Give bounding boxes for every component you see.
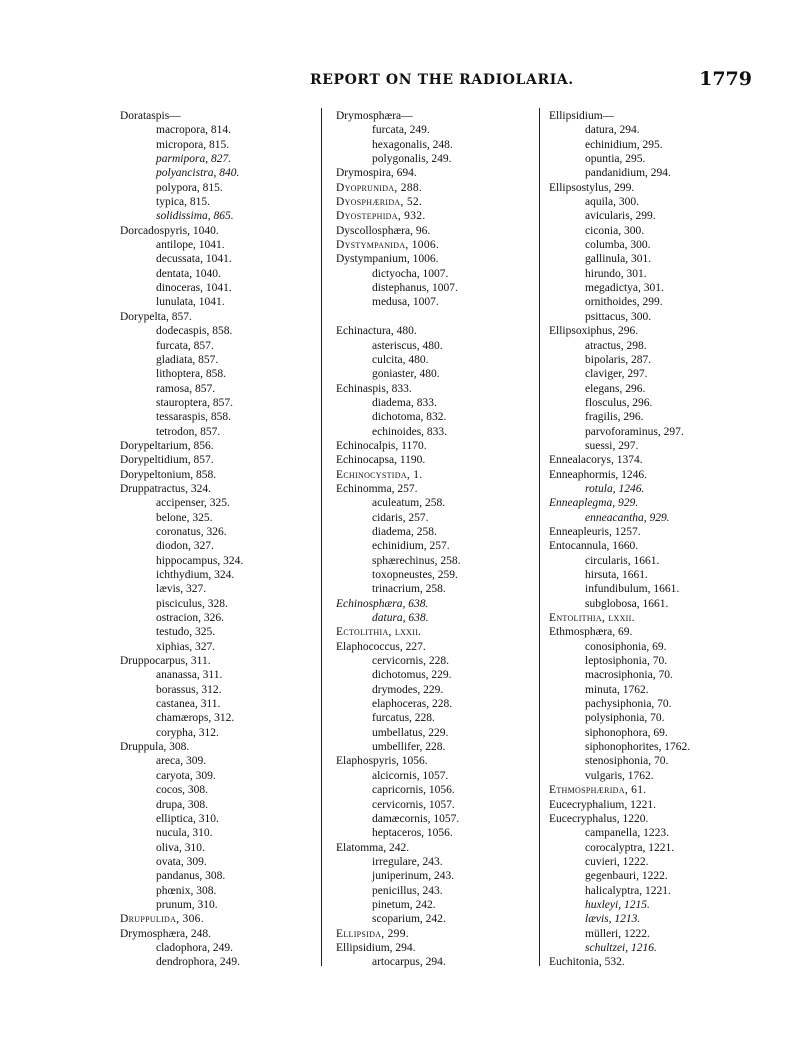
index-entry: Echinosphæra, 638.	[336, 597, 429, 610]
index-subentry: parvoforaminus, 297.	[585, 425, 684, 438]
index-entry: Eucecryphalus, 1220.	[549, 812, 649, 825]
column-divider	[539, 108, 540, 966]
index-subentry: macropora, 814.	[156, 124, 232, 137]
index-subentry: megadictya, 301.	[585, 282, 664, 295]
index-subentry: huxleyi, 1215.	[585, 898, 650, 911]
index-entry: Dyostephida, 932.	[336, 210, 426, 223]
index-entry: Euchitonia, 532.	[549, 956, 625, 969]
index-subentry: antilope, 1041.	[156, 239, 225, 252]
index-entry: Ellipsida, 299.	[336, 927, 409, 940]
index-entry: Enneapleuris, 1257.	[549, 525, 641, 538]
index-subentry: belone, 325.	[156, 511, 213, 524]
index-subentry: dendrophora, 249.	[156, 956, 240, 969]
index-entry: Dorypeltidium, 857.	[120, 454, 214, 467]
index-entry: Echinocalpis, 1170.	[336, 439, 427, 452]
index-subentry: ovata, 309.	[156, 855, 207, 868]
index-entry: Echinocapsa, 1190.	[336, 454, 426, 467]
index-subentry: cocos, 308.	[156, 784, 209, 797]
page-header	[0, 68, 800, 94]
index-subentry: lithoptera, 858.	[156, 368, 226, 381]
index-subentry: echinidium, 295.	[585, 138, 663, 151]
index-subentry: dentata, 1040.	[156, 267, 221, 280]
index-subentry: datura, 638.	[372, 612, 429, 625]
index-subentry: trinacrium, 258.	[372, 583, 446, 596]
index-subentry: juniperinum, 243.	[372, 870, 455, 883]
index-subentry: hexagonalis, 248.	[372, 138, 453, 151]
index-entry: Dorcadospyris, 1040.	[120, 224, 219, 237]
index-subentry: polysiphonia, 70.	[585, 712, 665, 725]
index-entry: Druppulida, 306.	[120, 913, 204, 926]
index-subentry: macrosiphonia, 70.	[585, 669, 673, 682]
index-subentry: datura, 294.	[585, 124, 640, 137]
index-subentry: siphonophorites, 1762.	[585, 741, 691, 754]
index-subentry: atractus, 298.	[585, 339, 647, 352]
page-number: 1779	[699, 68, 752, 90]
index-column-1	[120, 109, 305, 970]
index-subentry: goniaster, 480.	[372, 368, 440, 381]
index-entry: Echinomma, 257.	[336, 482, 418, 495]
index-subentry: drupa, 308.	[156, 798, 209, 811]
index-subentry: leptosiphonia, 70.	[585, 655, 668, 668]
index-subentry: diadema, 258.	[372, 525, 437, 538]
index-subentry: pisciculus, 328.	[156, 597, 228, 610]
index-subentry: umbellatus, 229.	[372, 726, 449, 739]
index-subentry: ciconia, 300.	[585, 224, 645, 237]
index-subentry: ornithoides, 299.	[585, 296, 663, 309]
index-subentry: suessi, 297.	[585, 439, 639, 452]
index-subentry: castanea, 311.	[156, 698, 221, 711]
index-subentry: testudo, 325.	[156, 626, 216, 639]
index-entry: Dorataspis—	[120, 110, 181, 122]
index-subentry: oliva, 310.	[156, 841, 205, 854]
index-subentry: toxopneustes, 259.	[372, 569, 458, 581]
index-entry: Echinactura, 480.	[336, 325, 417, 338]
index-subentry: heptaceros, 1056.	[372, 827, 453, 840]
index-subentry: ananassa, 311.	[156, 669, 223, 682]
index-subentry: coronatus, 326.	[156, 525, 227, 538]
index-subentry: cuvieri, 1222.	[585, 855, 649, 868]
index-subentry: xiphias, 327.	[156, 640, 216, 653]
index-subentry: lævis, 1213.	[585, 913, 641, 926]
index-subentry: elaphoceras, 228.	[372, 698, 453, 711]
index-entry: Drymosphæra, 248.	[120, 927, 212, 940]
index-subentry: dichotomus, 229.	[372, 669, 452, 682]
index-subentry: areca, 309.	[156, 755, 207, 768]
index-subentry: rotula, 1246.	[585, 482, 645, 495]
index-entry: Dyosphærida, 52.	[336, 196, 423, 209]
index-entry: Dyoprunida, 288.	[336, 181, 423, 194]
index-subentry: columba, 300.	[585, 239, 651, 252]
index-subentry: corypha, 312.	[156, 726, 219, 739]
index-subentry: micropora, 815.	[156, 138, 230, 151]
index-subentry: enneacantha, 929.	[585, 511, 670, 524]
index-subentry: caryota, 309.	[156, 769, 216, 782]
index-subentry: cladophora, 249.	[156, 941, 233, 954]
index-subentry: avicularis, 299.	[585, 210, 656, 223]
index-subentry: aculeatum, 258.	[372, 497, 446, 510]
index-entry: Ethmosphæra, 69.	[549, 626, 633, 639]
index-subentry: dodecaspis, 858.	[156, 325, 233, 338]
index-subentry: ramosa, 857.	[156, 382, 216, 395]
index-entry: Dystympanida, 1006.	[336, 239, 440, 252]
index-subentry: borassus, 312.	[156, 683, 222, 696]
index-subentry: nucula, 310.	[156, 827, 213, 840]
index-subentry: asteriscus, 480.	[372, 339, 443, 352]
index-subentry: bipolaris, 287.	[585, 353, 652, 366]
index-subentry: tetrodon, 857.	[156, 425, 221, 438]
index-subentry: furcatus, 228.	[372, 712, 435, 725]
index-subentry: corocalyptra, 1221.	[585, 841, 675, 854]
index-subentry: cervicornis, 1057.	[372, 798, 455, 811]
index-subentry: typica, 815.	[156, 196, 210, 209]
index-subentry: parmipora, 827.	[156, 153, 232, 166]
index-subentry: aquila, 300.	[585, 196, 639, 209]
column-divider	[321, 108, 322, 966]
index-subentry: umbellifer, 228.	[372, 741, 446, 754]
index-entry: Dorypeltarium, 856.	[120, 439, 214, 452]
index-subentry: stenosiphonia, 70.	[585, 755, 669, 768]
index-entry: Elatomma, 242.	[336, 841, 410, 854]
index-subentry: pandanus, 308.	[156, 870, 226, 883]
index-entry: Druppatractus, 324.	[120, 482, 212, 495]
index-entry: Entolithia, lxxii.	[549, 612, 635, 625]
index-entry: Druppula, 308.	[120, 741, 190, 754]
index-subentry: prunum, 310.	[156, 898, 218, 911]
running-title: REPORT ON THE RADIOLARIA.	[310, 72, 574, 88]
index-entry: Ellipsidium, 294.	[336, 941, 416, 954]
index-subentry: pachysiphonia, 70.	[585, 698, 672, 711]
index-subentry: echinoides, 833.	[372, 425, 448, 438]
index-entry: Eucecryphalium, 1221.	[549, 798, 656, 811]
index-subentry: mülleri, 1222.	[585, 927, 650, 940]
index-subentry: scoparium, 242.	[372, 913, 446, 926]
index-subentry: diodon, 327.	[156, 540, 214, 553]
index-column-2	[336, 109, 531, 970]
index-subentry: chamærops, 312.	[156, 712, 235, 725]
index-subentry: dictyocha, 1007.	[372, 267, 449, 280]
index-subentry: diadema, 833.	[372, 396, 437, 409]
index-entry: Dystympanium, 1006.	[336, 253, 439, 266]
index-subentry: subglobosa, 1661.	[585, 597, 669, 610]
index-subentry: damæcornis, 1057.	[372, 812, 460, 825]
index-subentry: penicillus, 243.	[372, 884, 443, 897]
index-subentry: accipenser, 325.	[156, 497, 230, 510]
index-subentry: tessaraspis, 858.	[156, 411, 232, 424]
index-subentry: opuntia, 295.	[585, 153, 646, 166]
index-subentry: artocarpus, 294.	[372, 956, 446, 969]
index-subentry: conosiphonia, 69.	[585, 640, 667, 653]
index-entry: Enneaplegma, 929.	[549, 497, 639, 510]
index-entry: Ellipsostylus, 299.	[549, 181, 635, 194]
index-subentry: siphonophora, 69.	[585, 726, 668, 739]
index-subentry: cidaris, 257.	[372, 511, 429, 524]
index-subentry: decussata, 1041.	[156, 253, 232, 266]
index-subentry: elegans, 296.	[585, 382, 646, 395]
index-column-3	[549, 109, 764, 970]
index-entry: Elaphococcus, 227.	[336, 640, 426, 653]
index-subentry: fragilis, 296.	[585, 411, 644, 424]
index-subentry: lunulata, 1041.	[156, 296, 225, 309]
index-subentry: claviger, 297.	[585, 368, 648, 381]
index-subentry: infundibulum, 1661.	[585, 583, 680, 596]
index-subentry: ichthydium, 324.	[156, 569, 235, 581]
index-subentry: circularis, 1661.	[585, 554, 660, 567]
index-subentry: furcata, 857.	[156, 339, 214, 352]
index-subentry: halicalyptra, 1221.	[585, 884, 671, 897]
index-subentry: pinetum, 242.	[372, 898, 436, 911]
index-subentry: gallinula, 301.	[585, 253, 652, 266]
entry-gap	[336, 310, 531, 324]
index-subentry: culcita, 480.	[372, 353, 429, 366]
index-subentry: dichotoma, 832.	[372, 411, 447, 424]
index-subentry: polypora, 815.	[156, 181, 223, 194]
index-subentry: stauroptera, 857.	[156, 396, 233, 409]
index-subentry: drymodes, 229.	[372, 683, 444, 696]
index-entry: Ennealacorys, 1374.	[549, 454, 643, 467]
index-entry: Entocannula, 1660.	[549, 540, 639, 553]
index-entry: Dyscollosphæra, 96.	[336, 224, 431, 237]
index-subentry: medusa, 1007.	[372, 296, 439, 309]
index-subentry: gladiata, 857.	[156, 353, 219, 366]
index-subentry: echinidium, 257.	[372, 540, 450, 553]
index-entry: Drymospira, 694.	[336, 167, 417, 180]
index-subentry: alcicornis, 1057.	[372, 769, 449, 782]
index-subentry: ostracion, 326.	[156, 612, 225, 625]
index-subentry: lævis, 327.	[156, 583, 207, 596]
index-subentry: pandanidium, 294.	[585, 167, 671, 180]
index-entry: Ellipsidium—	[549, 110, 615, 122]
index-entry: Ectolithia, lxxii.	[336, 626, 422, 639]
index-entry: Elaphospyris, 1056.	[336, 755, 428, 768]
index-subentry: dinoceras, 1041.	[156, 282, 232, 295]
index-subentry: irregulare, 243.	[372, 855, 443, 868]
index-subentry: vulgaris, 1762.	[585, 769, 654, 782]
index-subentry: sphærechinus, 258.	[372, 554, 461, 567]
index-subentry: gegenbauri, 1222.	[585, 870, 668, 883]
index-subentry: schultzei, 1216.	[585, 941, 657, 954]
index-subentry: flosculus, 296.	[585, 396, 653, 409]
index-entry: Druppocarpus, 311.	[120, 655, 211, 668]
index-entry: Enneaphormis, 1246.	[549, 468, 648, 481]
index-subentry: capricornis, 1056.	[372, 784, 455, 797]
index-entry: Echinocystida, 1.	[336, 468, 423, 481]
index-entry: Echinaspis, 833.	[336, 382, 412, 395]
index-subentry: distephanus, 1007.	[372, 282, 458, 295]
index-subentry: psittacus, 300.	[585, 310, 652, 323]
index-entry: Drymosphæra—	[336, 110, 413, 122]
index-subentry: minuta, 1762.	[585, 683, 649, 696]
index-entry: Ethmosphærida, 61.	[549, 784, 647, 797]
index-subentry: cervicornis, 228.	[372, 655, 449, 668]
index-subentry: hirundo, 301.	[585, 267, 647, 280]
index-subentry: campanella, 1223.	[585, 827, 669, 840]
index-entry: Dorypeltonium, 858.	[120, 468, 217, 481]
index-subentry: phœnix, 308.	[156, 884, 217, 897]
index-subentry: solidissima, 865.	[156, 210, 234, 223]
index-subentry: hirsuta, 1661.	[585, 569, 648, 581]
index-entry: Ellipsoxiphus, 296.	[549, 325, 639, 338]
index-subentry: elliptica, 310.	[156, 812, 219, 825]
index-subentry: furcata, 249.	[372, 124, 430, 137]
index-subentry: hippocampus, 324.	[156, 554, 244, 567]
index-subentry: polyancistra, 840.	[156, 167, 240, 180]
index-subentry: polygonalis, 249.	[372, 153, 452, 166]
index-entry: Dorypelta, 857.	[120, 310, 192, 323]
